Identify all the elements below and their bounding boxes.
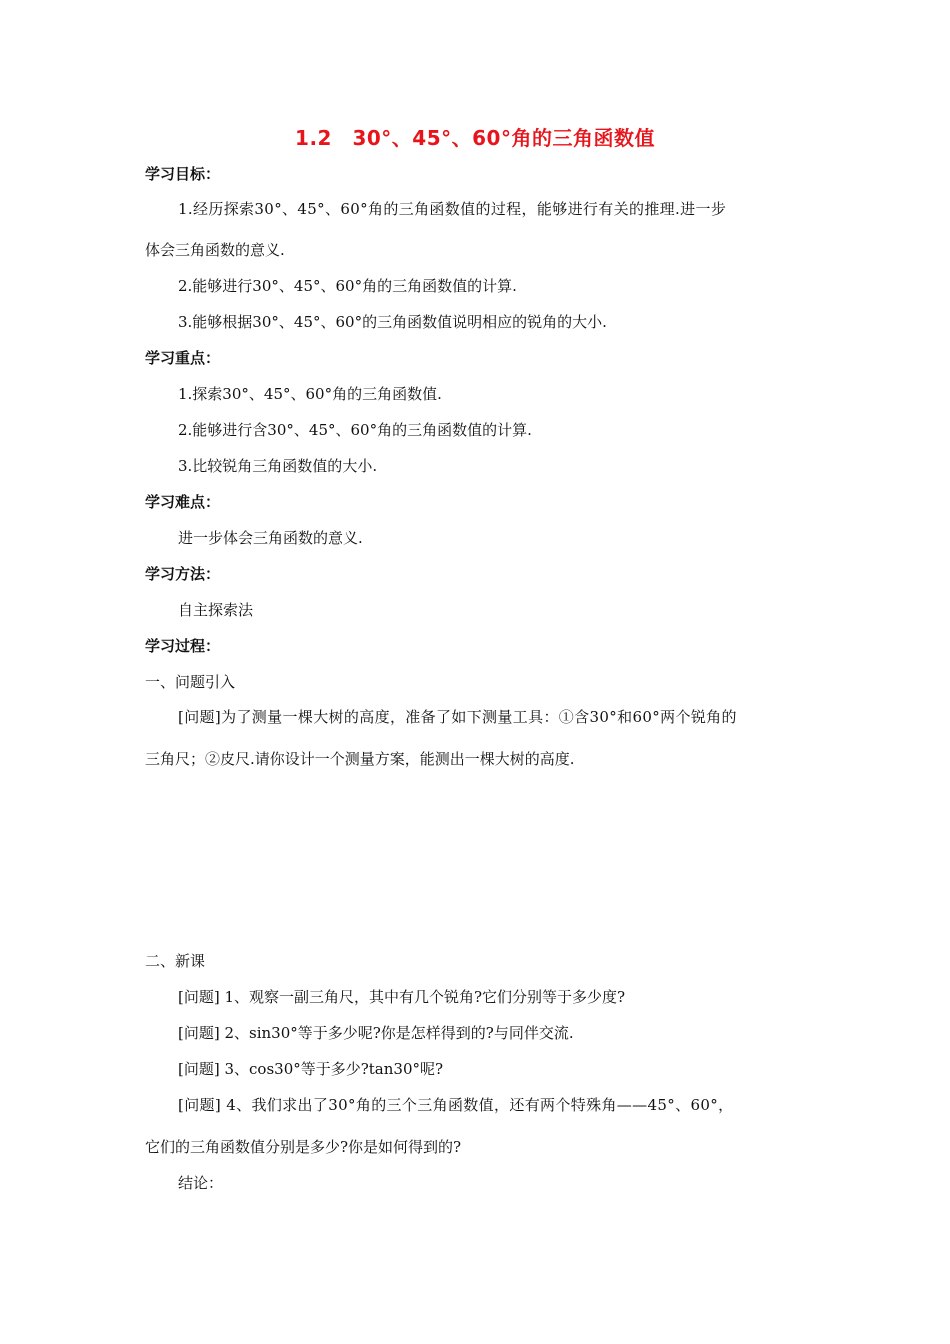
goals-heading: 学习目标： [145, 165, 221, 183]
key-point-3: 3.比较锐角三角函数值的大小. [178, 457, 378, 475]
part-1-problem-line-2: 三角尺；②皮尺.请你设计一个测量方案，能测出一棵大树的高度. [145, 750, 575, 768]
conclusion-label: 结论： [178, 1174, 224, 1192]
part-1-problem-line-1: [问题]为了测量一棵大树的高度，准备了如下测量工具：①含30°和60°两个锐角的 [178, 708, 737, 726]
difficulty-heading: 学习难点： [145, 493, 221, 511]
question-4-line-1: [问题] 4、我们求出了30°角的三个三角函数值，还有两个特殊角——45°、60°， [178, 1096, 734, 1114]
part-1-heading: 一、问题引入 [145, 673, 236, 691]
goal-1-line-1: 1.经历探索30°、45°、60°角的三角函数值的过程，能够进行有关的推理.进一步 [178, 200, 727, 218]
question-2: [问题] 2、sin30°等于多少呢?你是怎样得到的?与同伴交流. [178, 1024, 574, 1042]
process-heading: 学习过程： [145, 637, 221, 655]
difficulty-1: 进一步体会三角函数的意义. [178, 529, 363, 547]
question-3: [问题] 3、cos30°等于多少?tan30°呢? [178, 1060, 444, 1078]
goal-1-line-2: 体会三角函数的意义. [145, 241, 285, 259]
goal-3: 3.能够根据30°、45°、60°的三角函数值说明相应的锐角的大小. [178, 313, 607, 331]
question-1: [问题] 1、观察一副三角尺，其中有几个锐角?它们分别等于多少度? [178, 988, 626, 1006]
key-point-2: 2.能够进行含30°、45°、60°角的三角函数值的计算. [178, 421, 532, 439]
method-heading: 学习方法： [145, 565, 221, 583]
part-2-heading: 二、新课 [145, 952, 206, 970]
key-points-heading: 学习重点： [145, 349, 221, 367]
goal-2: 2.能够进行30°、45°、60°角的三角函数值的计算. [178, 277, 517, 295]
method-1: 自主探索法 [178, 601, 254, 619]
key-point-1: 1.探索30°、45°、60°角的三角函数值. [178, 385, 442, 403]
page-title: 1.2 30°、45°、60°角的三角函数值 [295, 126, 655, 150]
question-4-line-2: 它们的三角函数值分别是多少?你是如何得到的? [145, 1138, 462, 1156]
